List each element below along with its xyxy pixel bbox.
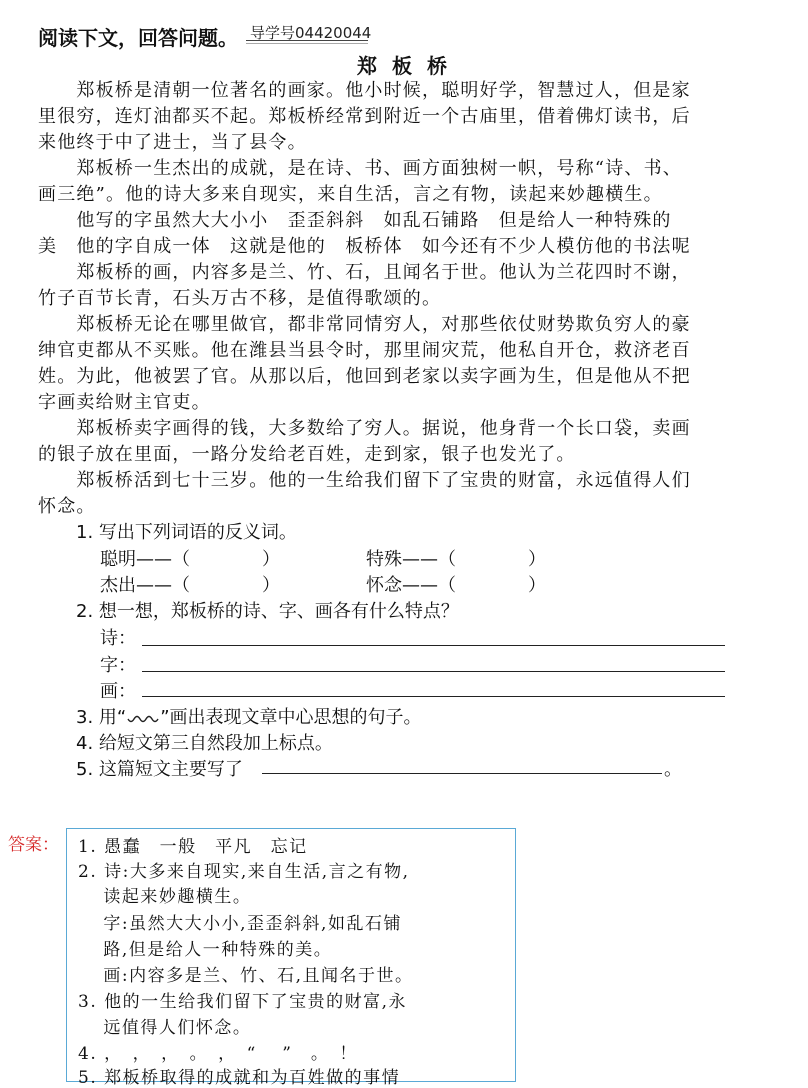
- answer-line: 路,但是给人一种特殊的美。: [78, 940, 333, 960]
- antonym-item: 杰出——（ ）: [100, 575, 280, 596]
- question-3-after: ”画出表现文章中心思想的句子。: [160, 707, 422, 728]
- answer-line: 4. ， ， ， 。 ， “ ” 。 ！: [78, 1044, 358, 1064]
- article-line: 他写的字虽然大大小小 歪歪斜斜 如乱石铺路 但是给人一种特殊的: [38, 210, 672, 231]
- article-line: 郑板桥一生杰出的成就，是在诗、书、画方面独树一帜，号称“诗、书、: [38, 158, 682, 179]
- q5-answer-line[interactable]: [262, 773, 662, 774]
- calligraphy-answer-line[interactable]: [142, 671, 725, 672]
- wavy-underline-icon: [126, 715, 160, 725]
- article-line: 绅官吏都从不买账。他在潍县当县令时，那里闹灾荒，他私自开仓，救济老百: [38, 340, 691, 361]
- doc-code: 导学号04420044: [250, 24, 372, 42]
- question-1: 1. 写出下列词语的反义词。: [76, 522, 297, 543]
- article-line: 郑板桥是清朝一位著名的画家。他小时候，聪明好学，智慧过人，但是家: [38, 80, 691, 101]
- article-line: 美 他的字自成一体 这就是他的 板桥体 如今还有不少人模仿他的书法呢: [38, 236, 691, 257]
- antonym-item: 怀念——（ ）: [366, 575, 546, 596]
- article-line: 来他终于中了进士，当了县令。: [38, 132, 307, 153]
- article-line: 郑板桥无论在哪里做官，都非常同情穷人，对那些依仗财势欺负穷人的豪: [38, 314, 691, 335]
- answer-line: 读起来妙趣横生。: [78, 887, 252, 907]
- article-line: 里很穷，连灯油都买不起。郑板桥经常到附近一个古庙里，借着佛灯读书，后: [38, 106, 691, 127]
- answer-line: 5. 郑板桥取得的成就和为百姓做的事情: [78, 1068, 401, 1088]
- question-3-before: 3. 用“: [76, 707, 127, 728]
- answer-line: 3. 他的一生给我们留下了宝贵的财富,永: [78, 992, 408, 1012]
- answer-line: 字:虽然大大小小,歪歪斜斜,如乱石铺: [78, 914, 402, 934]
- article-line: 郑板桥活到七十三岁。他的一生给我们留下了宝贵的财富，永远值得人们: [38, 470, 691, 491]
- answer-label: 答案：: [8, 835, 59, 855]
- article-title: 郑 板 桥: [357, 54, 451, 78]
- answer-line: 画:内容多是兰、竹、石,且闻名于世。: [78, 966, 414, 986]
- answer-line: 1. 愚蠢 一般 平凡 忘记: [78, 837, 308, 857]
- question-4: 4. 给短文第三自然段加上标点。: [76, 733, 333, 754]
- answer-line: 2. 诗:大多来自现实,来自生活,言之有物,: [78, 862, 410, 882]
- doc-code-underline-2: [246, 43, 368, 44]
- article-line: 郑板桥的画，内容多是兰、竹、石，且闻名于世。他认为兰花四时不谢，: [38, 262, 691, 283]
- painting-answer-line[interactable]: [142, 696, 725, 697]
- question-5: 5. 这篇短文主要写了: [76, 759, 243, 780]
- instruction-heading: 阅读下文，回答问题。: [38, 26, 238, 50]
- article-line: 姓。为此，他被罢了官。从那以后，他回到老家以卖字画为生，但是他从不把: [38, 366, 691, 387]
- article-line: 怀念。: [38, 496, 96, 517]
- doc-code-underline: [246, 40, 368, 41]
- painting-label: 画：: [100, 681, 136, 702]
- question-2: 2. 想一想，郑板桥的诗、字、画各有什么特点？: [76, 601, 459, 622]
- antonym-item: 特殊——（ ）: [366, 549, 546, 570]
- answer-line: 远值得人们怀念。: [78, 1018, 252, 1038]
- question-3: [76, 703, 422, 729]
- question-5-end: 。: [664, 759, 682, 780]
- antonym-item: 聪明——（ ）: [100, 549, 280, 570]
- article-line: 的银子放在里面，一路分发给老百姓，走到家，银子也发光了。: [38, 444, 576, 465]
- poem-answer-line[interactable]: [142, 645, 725, 646]
- calligraphy-label: 字：: [100, 655, 136, 676]
- article-line: 字画卖给财主官吏。: [38, 392, 211, 413]
- article-line: 竹子百节长青，石头万古不移，是值得歌颂的。: [38, 288, 442, 309]
- article-line: 郑板桥卖字画得的钱，大多数给了穷人。据说，他身背一个长口袋，卖画: [38, 418, 691, 439]
- article-line: 画三绝”。他的诗大多来自现实，来自生活，言之有物，读起来妙趣横生。: [38, 184, 663, 205]
- poem-label: 诗：: [100, 628, 136, 649]
